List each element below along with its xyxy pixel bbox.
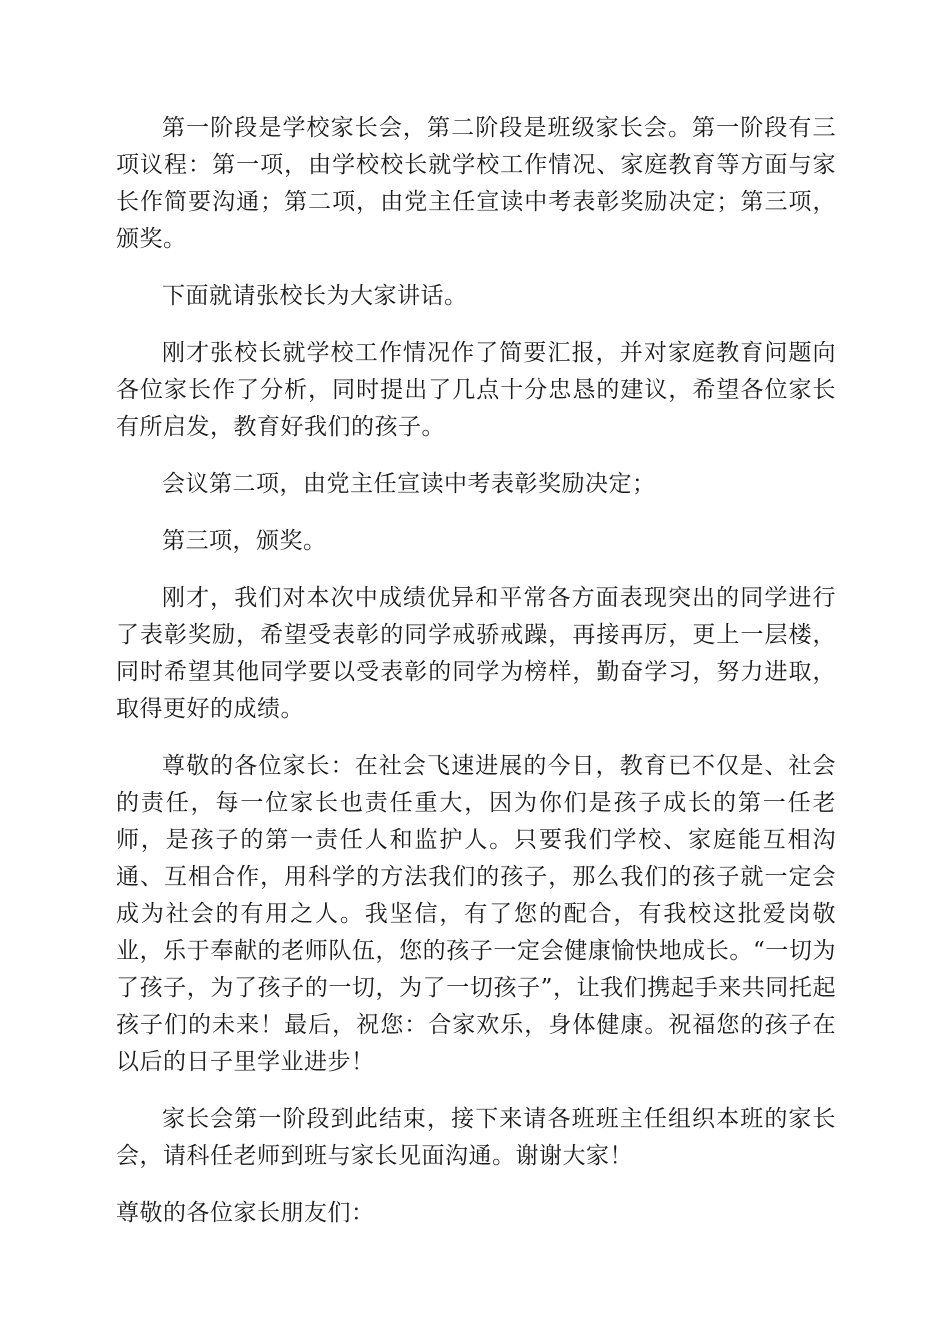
paragraph-7: 尊敬的各位家长：在社会飞速进展的今日，教育已不仅是、社会的责任，每一位家长也责任重大，因为你们是孩子成长的第一任老师，是孩子的第一责任人和监护人。只要我们学校、家庭能互相沟通、互相合作，用科学的方法我们的孩子，那么我们的孩子就一定会成为社会的有用之人。我坚信，有了您的配合，有我校这批爱岗敬业，乐于奉献的老师队伍，您的孩子一定会健康愉快地成长。“一切为了孩子，为了孩子的一切，为了一切孩子”，让我们携起手来共同托起孩子们的未来！最后，祝您：合家欢乐，身体健康。祝福您的孩子在以后的日子里学业进步！ [116,753,836,1075]
paragraph-8: 家长会第一阶段到此结束，接下来请各班班主任组织本班的家长会，请科任老师到班与家长见面沟通。谢谢大家！ [116,1106,836,1169]
paragraph-1: 第一阶段是学校家长会，第二阶段是班级家长会。第一阶段有三项议程：第一项，由学校校长就学校工作情况、家庭教育等方面与家长作简要沟通；第二项，由党主任宣读中考表彰奖励决定；第三项，颁奖。 [116,115,836,252]
paragraph-2: 下面就请张校长为大家讲话。 [162,283,468,309]
paragraph-4: 会议第二项，由党主任宣读中考表彰奖励决定； [162,471,656,497]
document-body [116,110,836,1252]
paragraph-5: 第三项，颁奖。 [162,528,327,554]
paragraph-9-salutation: 尊敬的各位家长朋友们： [116,1200,375,1226]
paragraph-3: 刚才张校长就学校工作情况作了简要汇报，并对家庭教育问题向各位家长作了分析，同时提出了几点十分忠恳的建议，希望各位家长有所启发，教育好我们的孩子。 [116,340,836,440]
paragraph-6: 刚才，我们对本次中成绩优异和平常各方面表现突出的同学进行了表彰奖励，希望受表彰的同学戒骄戒躁，再接再厉，更上一层楼，同时希望其他同学要以受表彰的同学为榜样，勤奋学习，努力进取，取得更好的成绩。 [116,585,836,722]
